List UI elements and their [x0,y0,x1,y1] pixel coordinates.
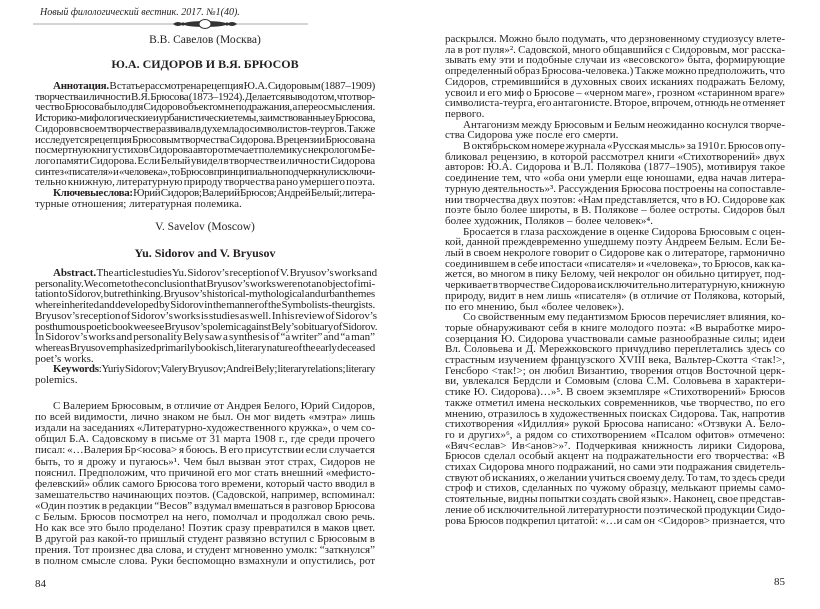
line-text: прения. Тот произнес два слова, и студент мгновенно умолк: “заткнулся” [35,544,375,557]
line-text: : Yuriy Sidorov; Valery Bryusov; Andrei Bely; literary relations; literary [98,363,375,376]
author-en: V. Savelov (Moscow) [155,221,255,233]
line-text: творчества и личности В.Я. Брюсова (1873–1924). Делается вывод о том, что твор- [35,90,375,103]
line-text: Антагонизм между Брюсовым и Белым неожиданно коснулся творче- [463,118,786,131]
page-number: 85 [774,576,785,588]
line-text: С Валерием Брюсовым, в отличие от Андрея Белого, Юрий Сидоров, [53,400,375,412]
line-text: ствуют об исканиях, о желании учиться своему делу. То там, то здесь среди [445,471,785,484]
line-text: с Белым. Брюсов посмотрел на него, помолчал и продолжал свою речь. [35,511,375,523]
line-text: The article studies Yu. Sidorov’s reception of V. Bryusov’s works and [96,267,378,279]
paragraph-label: Abstract. [53,267,96,279]
line-text: tation to Sidorov, but rethinking. Bryusov’s historical-mythological and urban themes [35,288,375,301]
author-ru: В.В. Савелов (Москва) [149,34,261,46]
line-text: писал: «…Валерия Бр<юсова> я боюсь. В его присутствии если случается [35,444,375,457]
line-text: ление об исключительной литературности поэтической продукции Сидо- [445,503,785,516]
line-text: определенный образ Брюсова-человека.) Также можно предположить, что [445,65,785,78]
line-text: по его мнению, был «более человек»). [445,300,625,313]
text-line [35,375,375,386]
line-text: фелевский» облик самого Брюсова того времени, который часто вводил в [35,477,375,490]
line-text: стоятельные, видны попытки создать свой язык». Наконец, свое представ- [445,493,785,506]
paragraph-label: Аннотация. [53,80,109,92]
line-text: замешательство начинающих поэтов. (Садовской, например, вспоминал: [35,488,375,501]
line-text: ства Сидорова уже после его смерти. [445,129,619,142]
line-text: созерцания Ю. Сидорова участвовали самые разнообразные силы; идеи [445,332,785,345]
right-page [410,0,820,609]
text-line [445,516,785,527]
ornament-divider-icon [33,19,308,29]
line-text: ви, увлекался Бердсли и Сомовым (слова С.М. Соловьева в характери- [445,375,785,388]
line-text: В октябрьском номере журнала «Русская мысль» за 1910 г. Брюсов опу- [463,140,785,152]
line-text: where inherited and developed by Sidorov in the manner of the Symbolists-theurgists. [35,299,375,312]
line-text: строф и стихов, сделанных по чужому образцу, мелькают приемы само- [445,482,785,495]
line-text: соединившем в себе ипостаси «писателя» и «человека», то Брюсов, как ка- [445,257,785,270]
text-line [35,556,375,567]
line-text: Историко-мифологические и урбанистические темы, заимствованные у Брюсова, [35,112,376,125]
line-text: чество Брюсова было для Сидоров объектом не подражания, а переосмысления. [35,101,375,114]
line-text: poet’s works. [35,352,94,365]
line-text: издали на заседаниях «Литературно-художественного кружка», о чем со- [35,422,375,435]
line-text: Брюсов сделал особый акцент на подражательности его творчества: «В [445,450,785,463]
line-text: поэте было более широты, в В. Полякове – более остроты. Сидоров был [445,204,785,217]
line-text: Сидоров, стремившийся в духовных своих исканиях подражать Белому, [445,75,785,88]
line-text: общил Б.А. Садовскому в письме от 31 марта 1908 г., где среди прочего [35,433,375,446]
line-text: стике Ю. Сидорова)…»⁵. В своем экземпляре «Стихотворений» Брюсов [445,386,785,399]
running-header: Новый филологический вестник. 2017. №1(40). [40,7,240,18]
paragraph-label: Key words [53,363,99,376]
line-text: лого памяти Сидорова. Если Белый увидел в творчестве и личности Сидорова [35,154,375,167]
line-text: первого. [445,107,485,120]
line-text: мнению, отразилось в художественных поисках Сидорова. Так, напротив [445,407,785,420]
line-text: «Вяч<еслав> Ив<анов>»⁷. Подчеркивая книжность лирики Сидорова, [445,439,785,452]
line-text: го и других»⁶, а рядом со стихотворением «Псалом офитов» отмечено: [445,428,785,441]
line-text: синтез «писателя» и «человека», то Брюсов принципиально подчеркнул исключи- [35,165,375,178]
paragraph-label: Ключевые слова: [53,187,133,199]
line-text: Бросается в глаза расхождение в оценке Сидорова Брюсовым с оцен- [463,225,785,238]
line-text: кой, данной преждевременно ушедшему поэту Андреем Белым. Если Бе- [445,236,785,249]
page-number: 84 [35,578,46,590]
text-line [35,364,375,375]
line-text: жется, во многом в пику Белому, чей некролог он обильно цитирует, под- [445,268,785,281]
line-text: турную деятельность»³. Рассуждения Брюсова построены на сопоставле- [445,182,785,195]
line-text: зывать ему эти и подобные случаи из «весовского» быта, формирующие [445,54,785,67]
line-text: ла в рот пуля»². Садовской, много общавшийся с Сидоровым, мог расска- [445,43,785,56]
line-text: турные отношения; литературная полемика. [35,197,242,210]
text-line [445,98,785,109]
article-title-en: Yu. Sidorov and V. Bryusov [134,246,276,260]
line-text: быть, то я дрожу и пугаюсь»¹. Чем был вызван этот страх, Сидоров не [35,455,375,468]
line-text: посмертную книгу стихов Сидорова автор отмечает полемику с некрологом Бе- [35,144,375,157]
line-text: природу, видит в нем лишь «писателя» (в отличие от Полякова, который, [445,289,785,302]
line-text: более художник, Поляков – более человек»⁴. [445,214,654,227]
line-text: Генсборо <так!>; он любил Византию, творения отцов Восточной церк- [445,364,785,377]
line-text: рова Брюсов подкрепил цитатой: «…и сам он <Сидоров> признается, что [445,514,785,527]
line-text: черкивает в творчестве Сидорова исключительно литературную, книжную [445,279,785,292]
line-text: Сидоров в своем творчестве развивал в духе младосимволистов-теургов. Также [35,122,375,135]
line-text: авторов: Ю.А. Сидорова и В.Л. Полякова (1877–1905), мотивируя такое [445,161,785,174]
line-text: стихах Сидорова много подражаний, но сами эти подражания свидетель- [445,461,785,473]
line-text: также отметил имена нескольких современников, чье творчество, по его [445,396,785,409]
line-text: «Один поэтик в редакции “Весов” вздумал вмешаться в разговор Брюсова [35,499,375,512]
line-text: тельно книжную, литературную природу творчества рано умершего поэта. [35,176,375,189]
line-text: posthumous poetic book wee see Bryusov’s polemic against Bely’s obituary of Sidorov. [35,320,378,333]
line-text: стихотворения «Идиллия» рукой Брюсова написано: «Отзвуки А. Бело- [445,418,785,431]
line-text: Bryusov’s reception of Sidorov’s works is studies as well. In his review of Sidorov’s [35,309,378,322]
line-text: whereas Bryusov emphasized primarily bookisch, literary nature of the early deceased [35,341,375,354]
line-text: торые обнаруживают себя в книге молодого поэта: «В выработке миро- [445,321,785,334]
text-line [35,199,375,210]
line-text: раскрылся. Можно было подумать, что дерзновенному студиозусу влете- [445,33,785,45]
line-text: бликовал рецензию, в которой рассмотрел книги «Стихотворений» двух [445,150,785,163]
article-title-ru: Ю.А. СИДОРОВ И В.Я. БРЮСОВ [111,57,299,71]
line-text: в полном смысле слова. Руки беспомощно взмахнули и опустились, рот [35,555,375,568]
line-text: personality. We come to the conclusion that Bryusov’s works were not an object of imi- [35,277,375,290]
line-text: страстным изучением французского XVIII века, Вальтер-Скотта <так!>, [445,354,785,366]
line-text: лый в своем некрологе говорит о Сидорове как о литераторе, гармонично [445,247,785,259]
line-text: соединение тем, что «оба они умерли еще юношами, едва начав литера- [445,172,785,185]
line-text: Со свойственным ему педантизмом Брюсов перечисляет влияния, ко- [463,311,785,324]
line-text: In Sidorov’s works and personality Bely saw a synthesis of “a writer” and “a man” [35,331,375,344]
line-text: В статье рассмотрена рецепция Ю.А. Сидоровым (1887–1909) [108,80,375,92]
line-text: нии творчества двух поэтов: «Нам представляется, что в Ю. Сидорове как [445,193,785,206]
line-text: по всей видимости, лично знаком не был. Он мог видеть «мэтра» лишь [35,411,375,424]
line-text: В другой раз какой-то пришлый студент развязно вступил с Брюсовым в [35,533,375,546]
line-text: символиста-теурга, его антагонисте. Второе, впрочем, отнюдь не отменяет [445,97,785,110]
line-text: исследуется рецепция Брюсовым творчества Сидорова. В рецензии Брюсова на [35,133,375,146]
line-text: усвоил и его миф о Брюсове – «черном маге», грозном «старинном враге» [445,86,785,99]
line-text: Вл. Соловьева и Д. Мережковского причудливо переплетались здесь со [445,343,785,356]
line-text: пояснил. Предположим, что причиной его мог стать внешний «мефисто- [35,466,375,479]
line-text: Но как все это было проделано! Поэтик сразу превратился в маков цвет. [35,522,375,535]
line-text: Юрий Сидоров; Валерий Брюсов; Андрей Белый; литера- [132,187,375,199]
line-text: polemics. [35,374,78,386]
